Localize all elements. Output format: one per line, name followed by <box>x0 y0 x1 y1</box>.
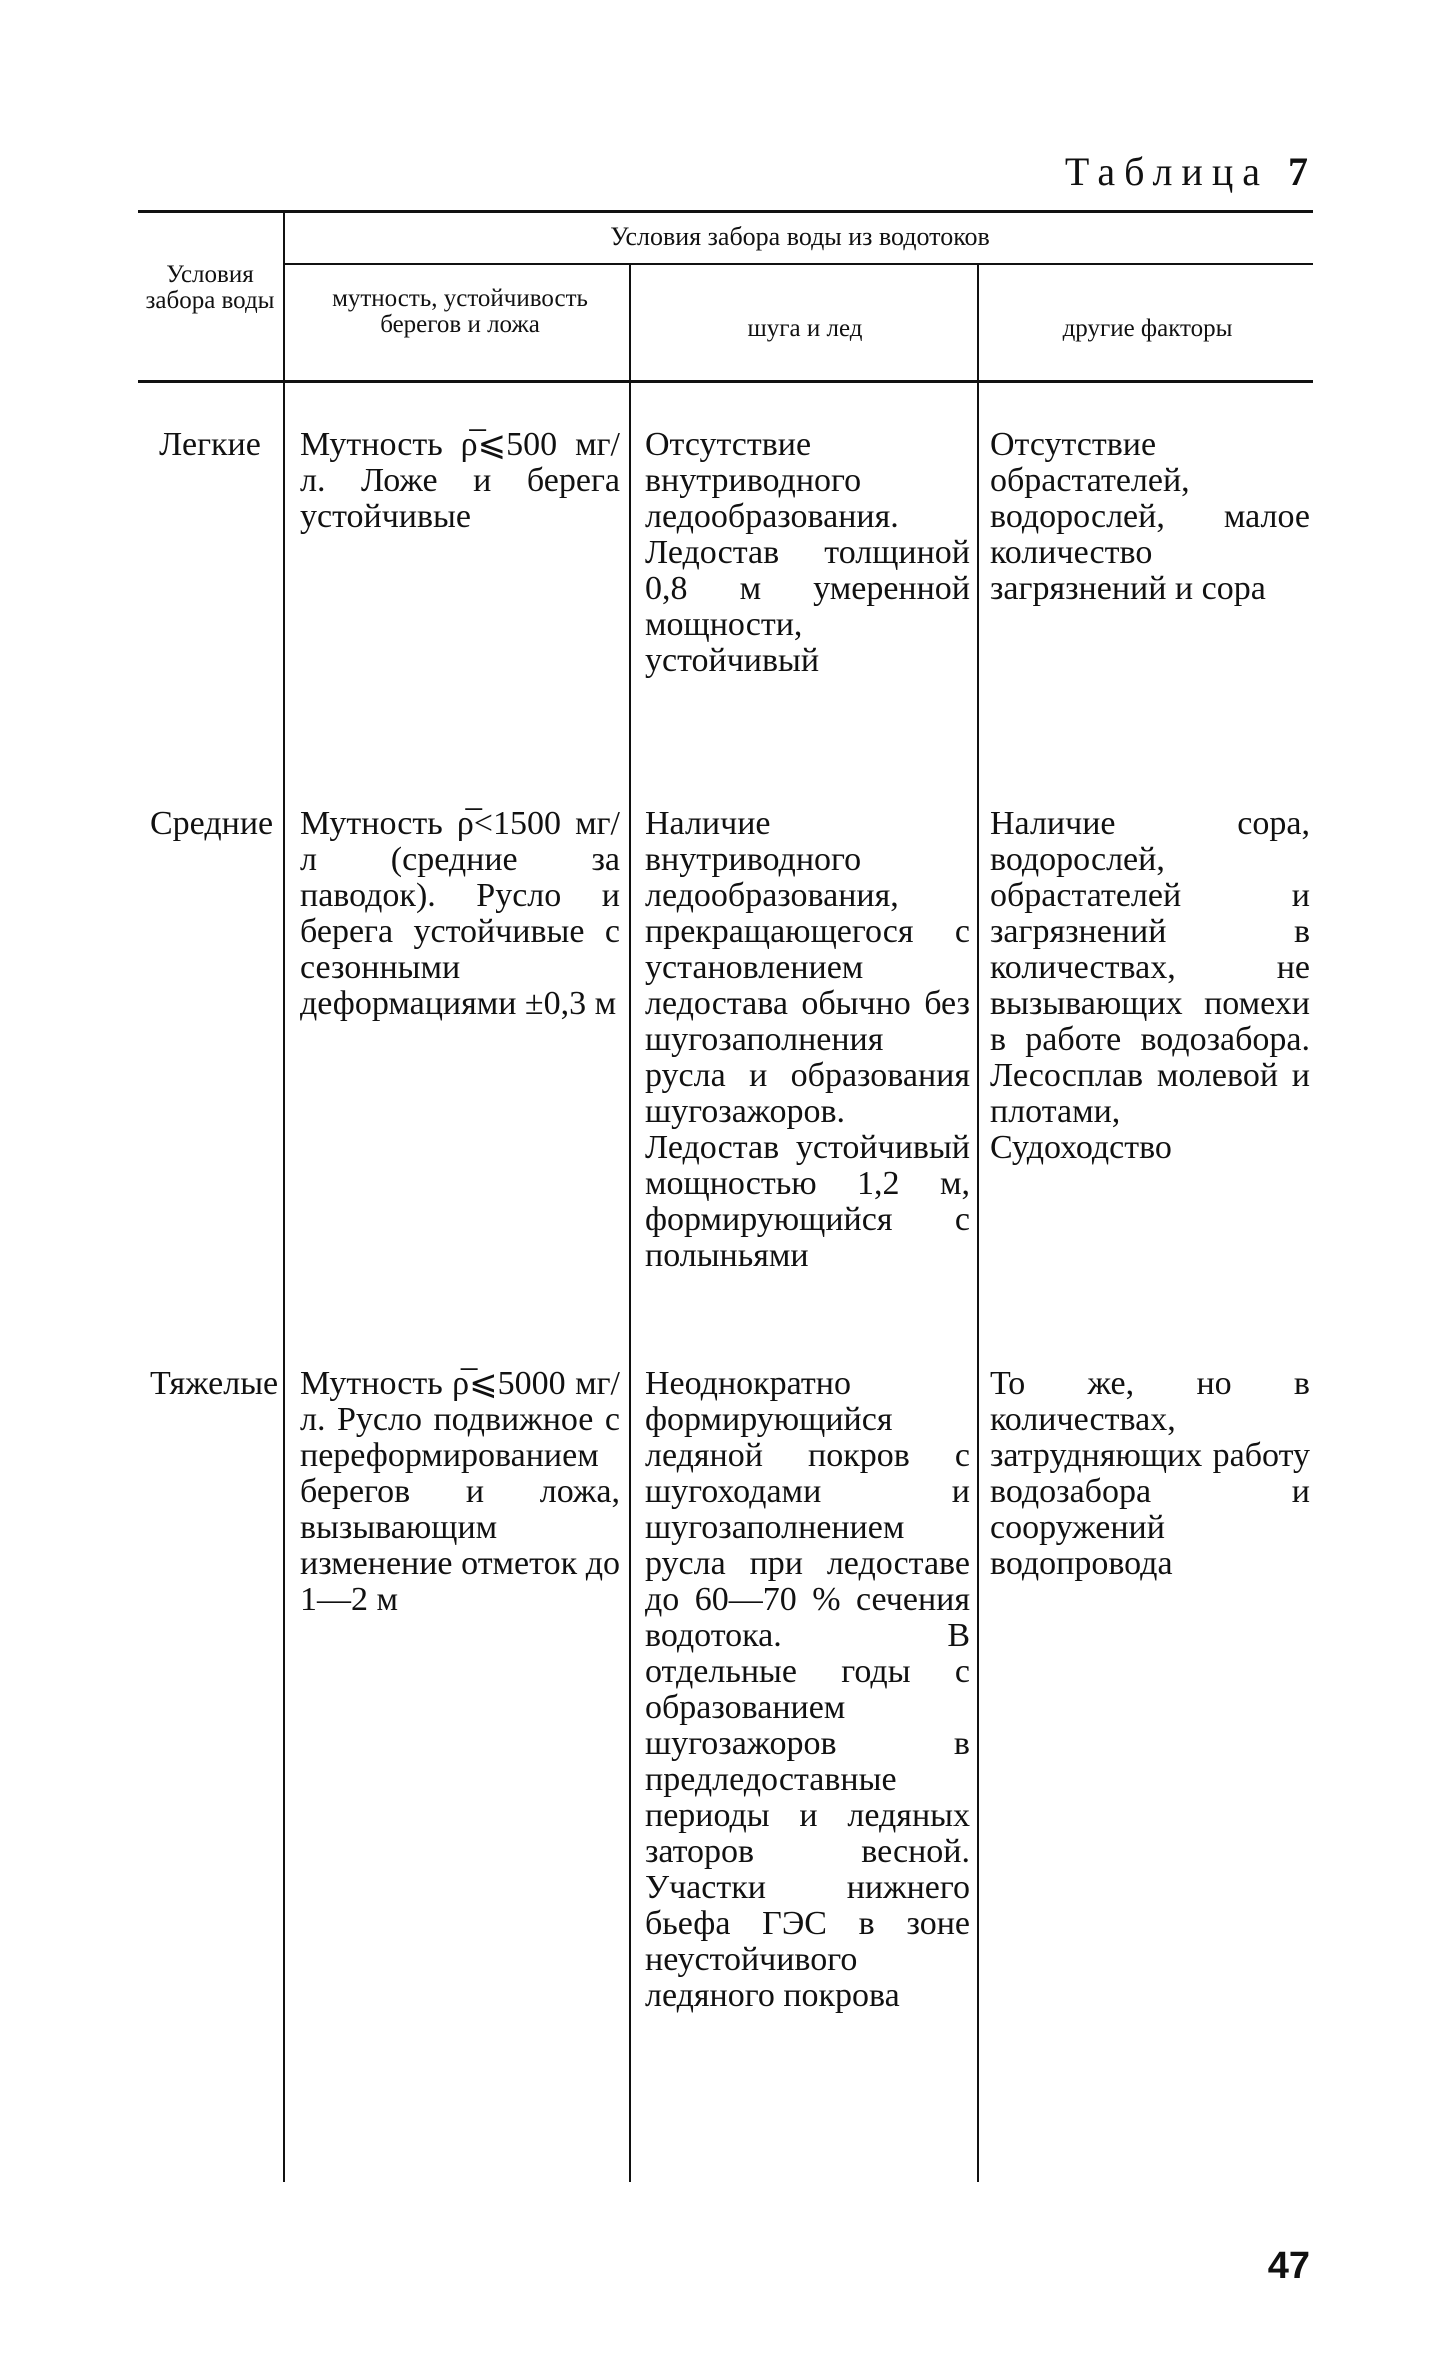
row-medium-other: Наличие сора, водорослей, обрастателей и загрязнений в количествах, не вызывающих помехи в работе водозабора. Лесосплав молевой и плотами, Судоходство <box>990 805 1310 1166</box>
header-turbidity: мутность, устойчивость берегов и ложа <box>332 285 588 338</box>
table-title-text: Таблица <box>1064 149 1269 194</box>
page-number: 47 <box>1267 2245 1310 2287</box>
table-title <box>1065 148 1308 195</box>
row-label-heavy: Тяжелые <box>150 1365 279 1402</box>
row-heavy-other: То же, но в количествах, затрудняющих работу водозабора и сооружений водопровода <box>990 1365 1310 1582</box>
table-top-rule <box>138 210 1313 213</box>
column-divider-3 <box>977 265 979 2182</box>
row-label-light: Легкие <box>159 426 261 463</box>
row-label-medium: Средние <box>150 805 274 842</box>
table-number: 7 <box>1288 149 1308 194</box>
header-ice: шуга и лед <box>747 315 863 342</box>
row-light-turbidity: Мутность ρ̅⩽500 мг/л. Ложе и берега устойчивые <box>300 426 620 535</box>
column-divider-2 <box>629 265 631 2182</box>
row-heavy-turbidity: Мутность ρ̅⩽5000 мг/л. Русло подвижное с переформированием берегов и ложа, вызывающим изменение отметок до 1—2 м <box>300 1365 620 1618</box>
row-medium-ice: Наличие внутриводного ледообразования, прекращающегося с установлением ледостава обычно без шугозаполнения русла и образования шугозажоров. Ледостав устойчивый мощностью 1,2 м, формирующийся с полыньями <box>645 805 970 1274</box>
row-medium-turbidity: Мутность ρ̅<1500 мг/л (средние за паводок). Русло и берега устойчивые с сезонными деформациями ±0,3 м <box>300 805 620 1022</box>
header-other: другие факторы <box>1062 315 1233 342</box>
row-heavy-ice: Неоднократно формирующийся ледяной покров с шугоходами и шугозаполнением русла при ледоставе до 60—70 % сечения водотока. В отдельные годы с образованием шугозажоров в предледоставные периоды и ледяных заторов весной. Участки нижнего бьефа ГЭС в зоне неустойчивого ледяного покрова <box>645 1365 970 2014</box>
header-conditions: Условия забора воды <box>145 261 275 314</box>
header-bottom-rule <box>138 380 1313 383</box>
row-light-other: Отсутствие обрастателей, водорослей, малое количество загрязнений и сора <box>990 426 1310 607</box>
row-light-ice: Отсутствие внутриводного ледообразования. Ледостав толщиной 0,8 м умеренной мощности, устойчивый <box>645 426 970 679</box>
header-group-title: Условия забора воды из водотоков <box>610 222 990 251</box>
column-divider-1 <box>283 212 285 2182</box>
group-header-rule <box>285 263 1313 265</box>
